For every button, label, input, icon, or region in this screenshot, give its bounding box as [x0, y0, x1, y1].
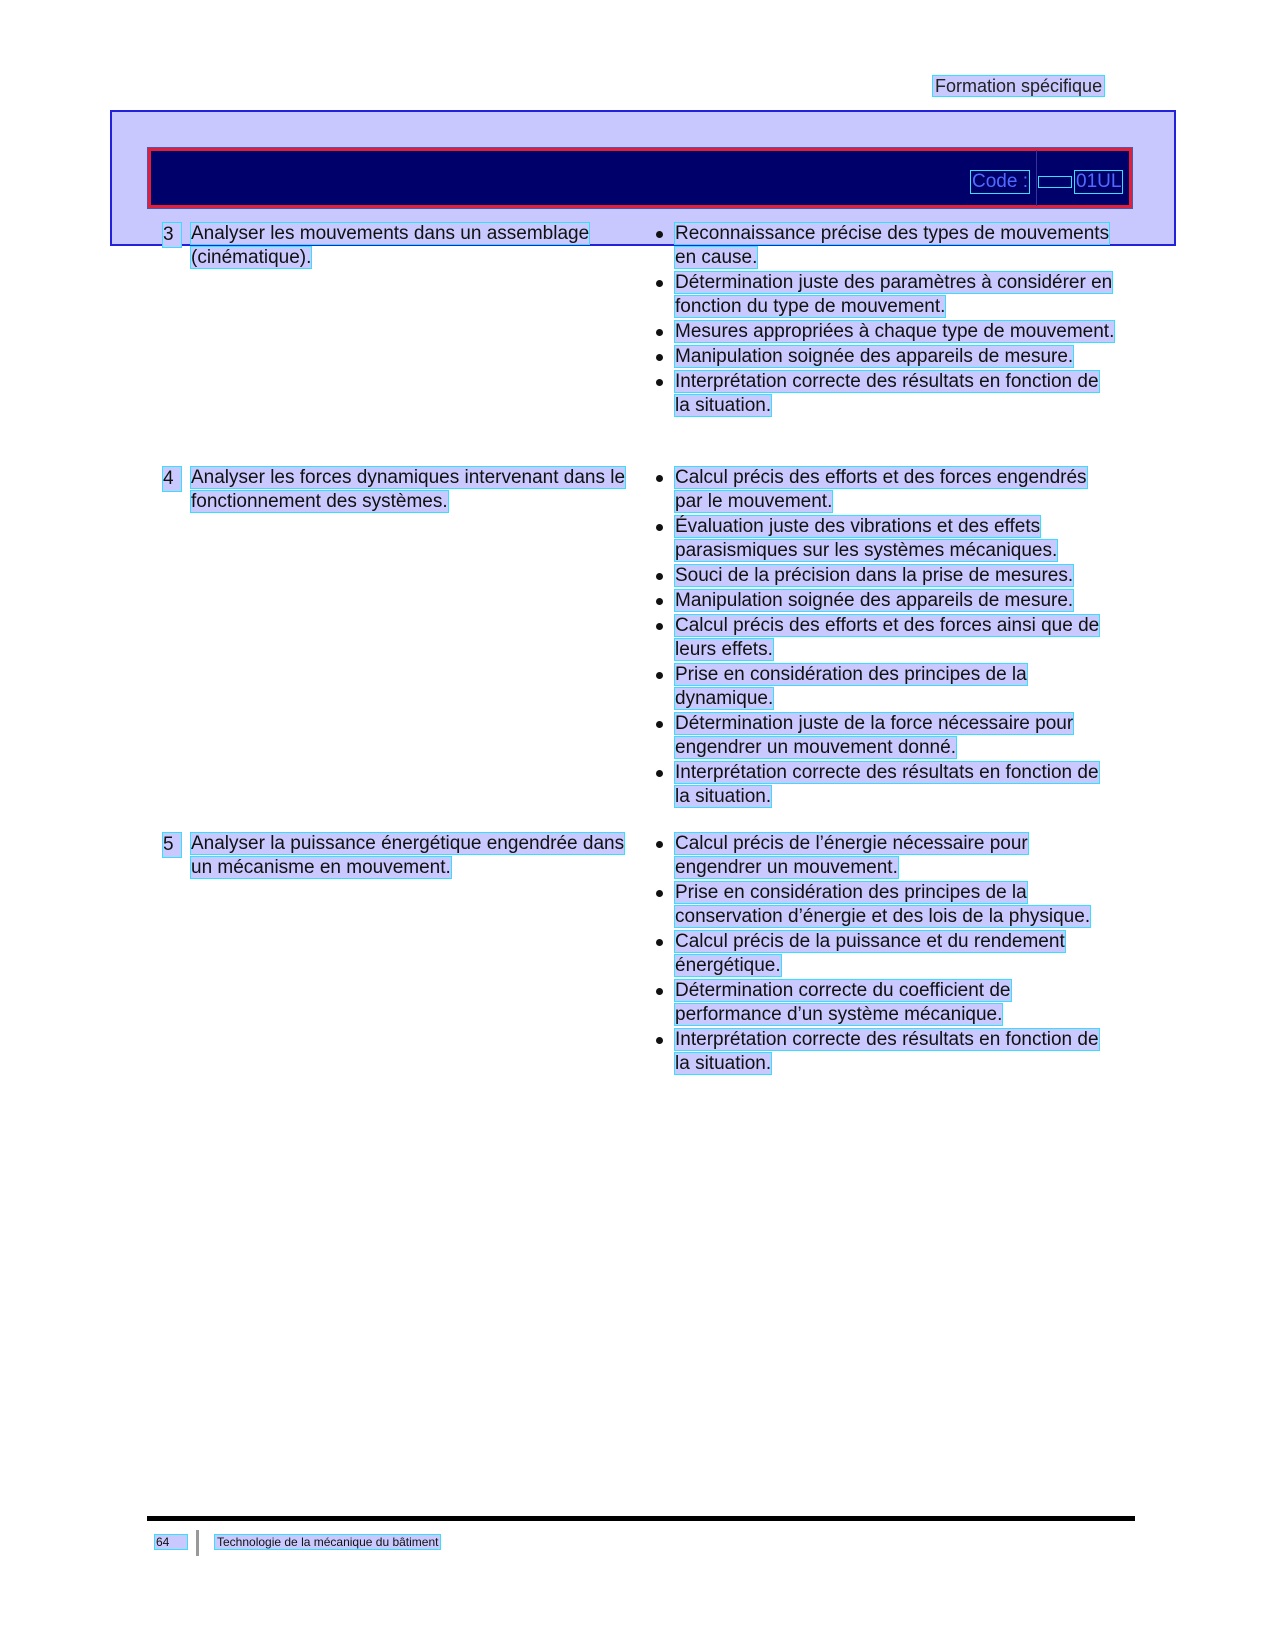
bullet-icon: [656, 379, 663, 386]
criterion-item: [656, 761, 1116, 809]
criterion-text: Prise en considération des principes de la conservation d’énergie et des lois de la physique.: [675, 882, 1091, 927]
criterion-item: [656, 930, 1116, 978]
criterion-item: [656, 663, 1116, 711]
bullet-icon: [656, 672, 663, 679]
bullet-icon: [656, 598, 663, 605]
criterion-item: [656, 345, 1116, 369]
criterion-text: Détermination correcte du coefficient de performance d’un système mécanique.: [675, 980, 1011, 1025]
footer-rule: [147, 1516, 1135, 1521]
criterion-text: Manipulation soignée des appareils de mesure.: [675, 590, 1074, 611]
bullet-icon: [656, 573, 663, 580]
criterion-text: Calcul précis de la puissance et du rendement énergétique.: [675, 931, 1065, 976]
criterion-item: [656, 832, 1116, 880]
bullet-icon: [656, 939, 663, 946]
criterion-text: Reconnaissance précise des types de mouvements en cause.: [675, 223, 1110, 268]
criterion-item: [656, 271, 1116, 319]
criterion-text: Souci de la précision dans la prise de mesures.: [675, 565, 1074, 586]
code-label: Code :: [972, 171, 1028, 192]
bullet-icon: [656, 770, 663, 777]
bullet-icon: [656, 280, 663, 287]
code-value: 01UL: [1076, 171, 1122, 192]
footer-document-title: Technologie de la mécanique du bâtiment: [214, 1534, 441, 1550]
criterion-item: [656, 515, 1116, 563]
bullet-icon: [656, 475, 663, 482]
page-number: 64: [154, 1534, 188, 1550]
objective-number: 5: [162, 832, 182, 858]
objective-text: Analyser la puissance énergétique engendrée dans un mécanisme en mouvement.: [191, 833, 625, 878]
bullet-icon: [656, 721, 663, 728]
criterion-text: Interprétation correcte des résultats en fonction de la situation.: [675, 1029, 1099, 1074]
criterion-item: [656, 222, 1116, 270]
objective-number: 3: [162, 222, 182, 248]
criterion-text: Calcul précis des efforts et des forces engendrés par le mouvement.: [675, 467, 1087, 512]
bullet-icon: [656, 890, 663, 897]
criterion-item: [656, 564, 1116, 588]
code-separator-box: [1038, 176, 1072, 188]
criterion-item: [656, 881, 1116, 929]
bullet-icon: [656, 988, 663, 995]
bullet-icon: [656, 329, 663, 336]
criterion-text: Détermination juste des paramètres à considérer en fonction du type de mouvement.: [675, 272, 1113, 317]
criterion-text: Prise en considération des principes de la dynamique.: [675, 664, 1027, 709]
bullet-icon: [656, 841, 663, 848]
code-divider: [1036, 150, 1037, 206]
criterion-item: [656, 320, 1116, 344]
criterion-text: Calcul précis de l’énergie nécessaire pour engendrer un mouvement.: [675, 833, 1028, 878]
criteria-list: [656, 466, 1116, 810]
criterion-item: [656, 466, 1116, 514]
bullet-icon: [656, 354, 663, 361]
criterion-item: [656, 712, 1116, 760]
bullet-icon: [656, 1037, 663, 1044]
criteria-list: [656, 832, 1116, 1077]
criterion-text: Mesures appropriées à chaque type de mouvement.: [675, 321, 1115, 342]
criterion-item: [656, 979, 1116, 1027]
criterion-text: Interprétation correcte des résultats en fonction de la situation.: [675, 371, 1099, 416]
objective-text: Analyser les forces dynamiques intervenant dans le fonctionnement des systèmes.: [191, 467, 626, 512]
bullet-icon: [656, 623, 663, 630]
running-header: Formation spécifique: [932, 75, 1105, 97]
criteria-list: [656, 222, 1116, 419]
criterion-text: Manipulation soignée des appareils de mesure.: [675, 346, 1074, 367]
footer-separator: [196, 1530, 199, 1556]
criterion-text: Interprétation correcte des résultats en fonction de la situation.: [675, 762, 1099, 807]
bullet-icon: [656, 231, 663, 238]
objective-text: Analyser les mouvements dans un assemblage (cinématique).: [191, 223, 590, 268]
criterion-item: [656, 589, 1116, 613]
criterion-item: [656, 370, 1116, 418]
bullet-icon: [656, 524, 663, 531]
criterion-text: Détermination juste de la force nécessaire pour engendrer un mouvement donné.: [675, 713, 1074, 758]
criterion-text: Évaluation juste des vibrations et des effets parasismiques sur les systèmes mécaniques.: [675, 516, 1058, 561]
criterion-text: Calcul précis des efforts et des forces ainsi que de leurs effets.: [675, 615, 1100, 660]
objective-number: 4: [162, 466, 182, 492]
criterion-item: [656, 614, 1116, 662]
criterion-item: [656, 1028, 1116, 1076]
